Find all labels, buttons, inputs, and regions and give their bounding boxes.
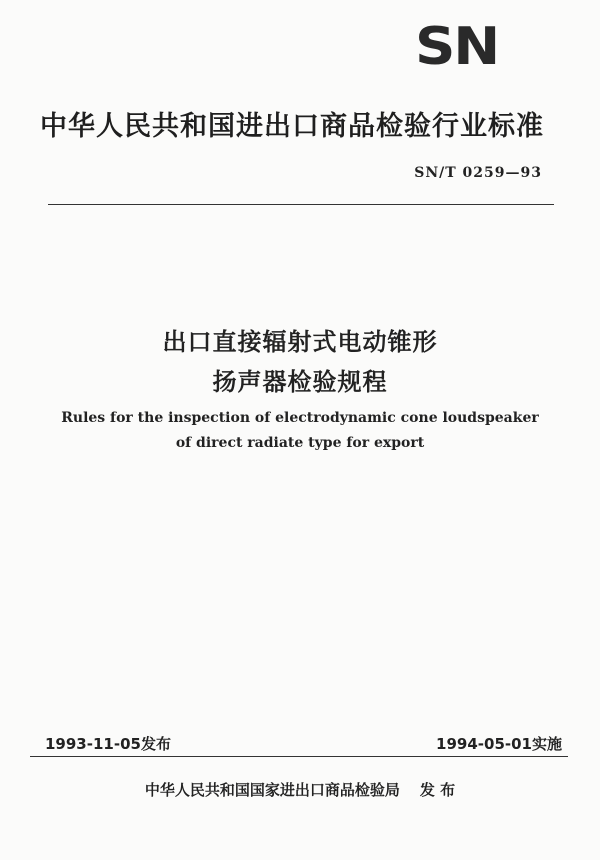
publisher-org: 中华人民共和国国家进出口商品检验局 [144,781,400,799]
publisher-line [0,779,600,800]
document-title-cn-line1: 出口直接辐射式电动锥形 [162,328,438,356]
sn-logo: SN [415,17,499,77]
document-title-cn-line2: 扬声器检验规程 [212,368,388,396]
top-divider [48,204,554,205]
bottom-divider [30,756,568,757]
publisher-release: 发 布 [419,781,456,799]
standard-category-title: 中华人民共和国进出口商品检验行业标准 [40,111,544,142]
issue-date: 1993-11-05发布 [45,735,171,753]
implementation-date: 1994-05-01实施 [436,735,562,753]
standard-number: SN/T 0259—93 [414,165,542,181]
document-title-en-line2: of direct radiate type for export [175,435,425,451]
document-title-en-line1: Rules for the inspection of electrodynamic cone loudspeaker [61,410,539,426]
